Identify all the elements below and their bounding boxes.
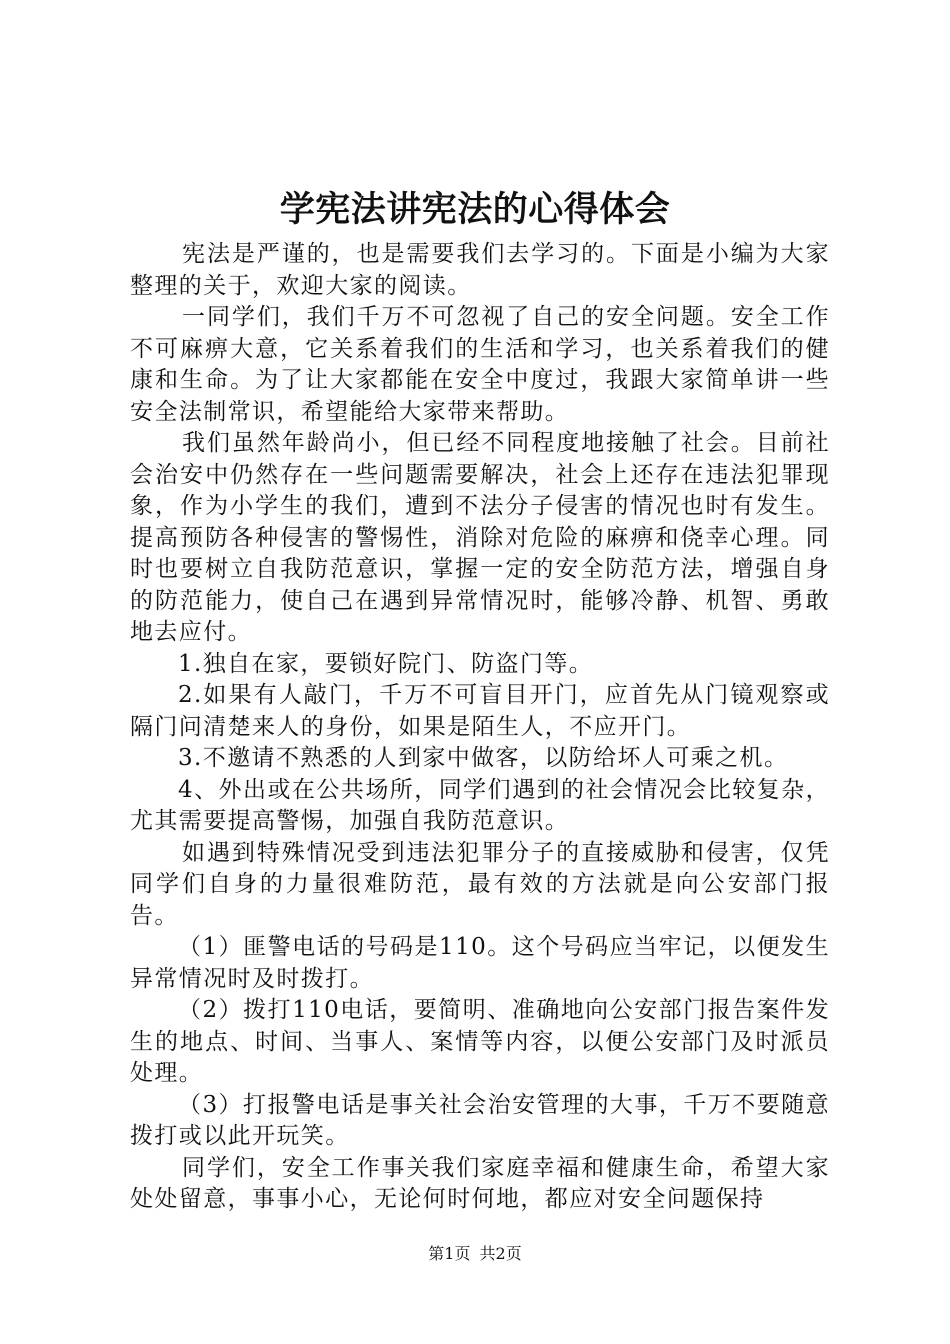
list-item: （2）拨打110电话，要简明、准确地向公安部门报告案件发生的地点、时间、当事人、案情等内容，以便公安部门及时派员处理。 [130,997,830,1086]
list-item: （3）打报警电话是事关社会治安管理的大事，千万不要随意拨打或以此开玩笑。 [130,1091,830,1149]
list-item: （1）匪警电话的号码是110。这个号码应当牢记，以便发生异常情况时及时拨打。 [130,934,830,992]
list-item: 3.不邀请不熟悉的人到家中做客，以防给坏人可乘之机。 [178,745,789,771]
page-footer [0,1243,950,1265]
list-item: 2.如果有人敲门，千万不可盲目开门，应首先从门镜观察或隔门问清楚来人的身份，如果是陌生人，不应开门。 [130,682,830,740]
paragraph: 同学们，安全工作事关我们家庭幸福和健康生命，希望大家处处留意，事事小心，无论何时何地，都应对安全问题保持 [130,1154,830,1212]
page-title: 学宪法讲宪法的心得体会 [279,189,671,230]
list-item: 4、外出或在公共场所，同学们遇到的社会情况会比较复杂，尤其需要提高警惕，加强自我防范意识。 [130,776,830,834]
list-item: 1.独自在家，要锁好院门、防盗门等。 [178,650,594,677]
paragraph: 宪法是严谨的，也是需要我们去学习的。下面是小编为大家整理的关于，欢迎大家的阅读。 [130,241,830,299]
paragraph: 如遇到特殊情况受到违法犯罪分子的直接威胁和侵害，仅凭同学们自身的力量很难防范，最有效的方法就是向公安部门报告。 [130,839,830,929]
paragraph: 我们虽然年龄尚小，但已经不同程度地接触了社会。目前社会治安中仍然存在一些问题需要解决，社会上还存在违法犯罪现象，作为小学生的我们，遭到不法分子侵害的情况也时有发生。提高预防各种侵害的警惕性，消除对危险的麻痹和侥幸心理。同时也要树立自我防范意识，掌握一定的安全防范方法，增强自身的防范能力，使自己在遇到异常情况时，能够冷静、机智、勇敢地去应付。 [130,430,830,645]
paragraph: 一同学们，我们千万不可忽视了自己的安全问题。安全工作不可麻痹大意，它关系着我们的生活和学习，也关系着我们的健康和生命。为了让大家都能在安全中度过，我跟大家简单讲一些安全法制常识，希望能给大家带来帮助。 [130,304,830,425]
page-number: 第1页 [428,1244,471,1263]
document-body [130,239,830,1216]
page-total: 共2页 [479,1244,522,1263]
